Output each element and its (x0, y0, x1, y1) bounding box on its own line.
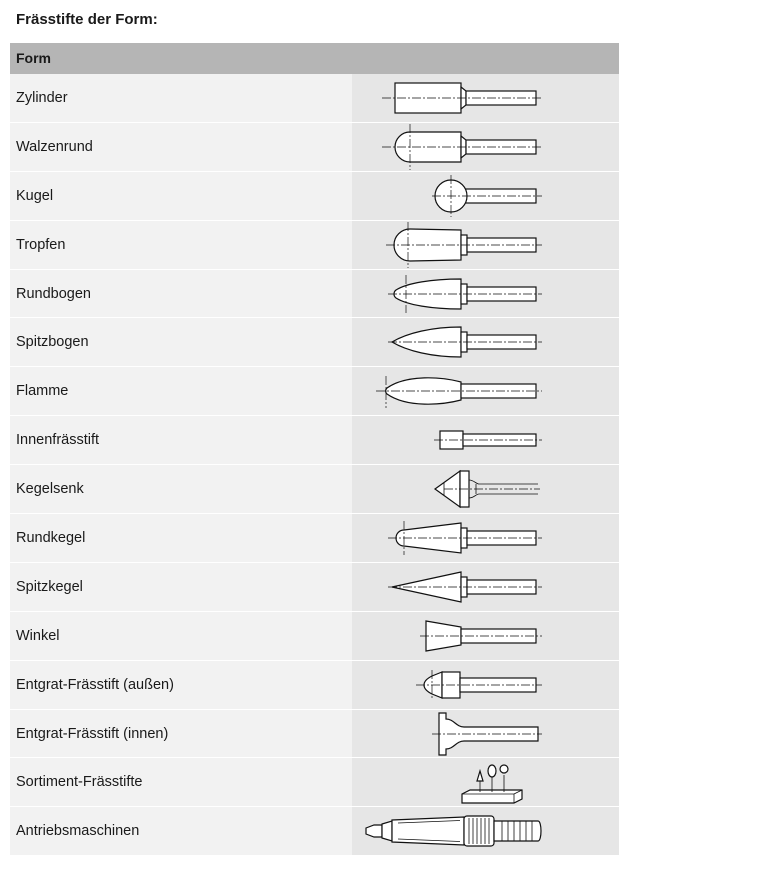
table-row (10, 758, 619, 807)
walzenrund-icon (352, 124, 619, 170)
table-row (10, 74, 619, 123)
shape-name: Innenfrässtift (10, 416, 352, 464)
shape-name: Tropfen (10, 221, 352, 269)
table-header: Form (10, 43, 619, 74)
shape-name: Sortiment-Frässtifte (10, 758, 352, 806)
shape-table (10, 43, 619, 856)
table-row (10, 612, 619, 661)
shape-name: Rundkegel (10, 514, 352, 562)
spitzbogen-icon (352, 319, 619, 365)
kegelsenk-icon (352, 466, 619, 512)
innenfraesstift-icon (352, 417, 619, 463)
shape-name: Entgrat-Frässtift (außen) (10, 661, 352, 709)
winkel-icon (352, 613, 619, 659)
tropfen-icon (352, 222, 619, 268)
shape-name: Kugel (10, 172, 352, 220)
shape-name: Kegelsenk (10, 465, 352, 513)
shape-name: Rundbogen (10, 270, 352, 318)
flamme-icon (352, 368, 619, 414)
shape-name: Winkel (10, 612, 352, 660)
table-row (10, 416, 619, 465)
entgrat-aussen-icon (352, 662, 619, 708)
table-row (10, 807, 619, 856)
rundbogen-icon (352, 271, 619, 317)
shape-name: Entgrat-Frässtift (innen) (10, 710, 352, 758)
zylinder-icon (352, 75, 619, 121)
table-row (10, 563, 619, 612)
shape-name: Walzenrund (10, 123, 352, 171)
table-row (10, 661, 619, 710)
shape-name: Antriebsmaschinen (10, 807, 352, 855)
table-row (10, 123, 619, 172)
table-row (10, 270, 619, 319)
table-row (10, 172, 619, 221)
page-heading: Frässtifte der Form: (16, 11, 158, 28)
shape-name: Flamme (10, 367, 352, 415)
sortiment-icon (352, 759, 619, 805)
shape-name: Spitzkegel (10, 563, 352, 611)
table-row (10, 221, 619, 270)
rundkegel-icon (352, 515, 619, 561)
table-row (10, 514, 619, 563)
shape-name: Spitzbogen (10, 318, 352, 366)
table-row (10, 367, 619, 416)
table-row (10, 318, 619, 367)
table-row (10, 465, 619, 514)
spitzkegel-icon (352, 564, 619, 610)
table-row (10, 710, 619, 759)
kugel-icon (352, 173, 619, 219)
shape-name: Zylinder (10, 74, 352, 122)
entgrat-innen-icon (352, 711, 619, 757)
antriebsmaschine-icon (352, 808, 619, 854)
